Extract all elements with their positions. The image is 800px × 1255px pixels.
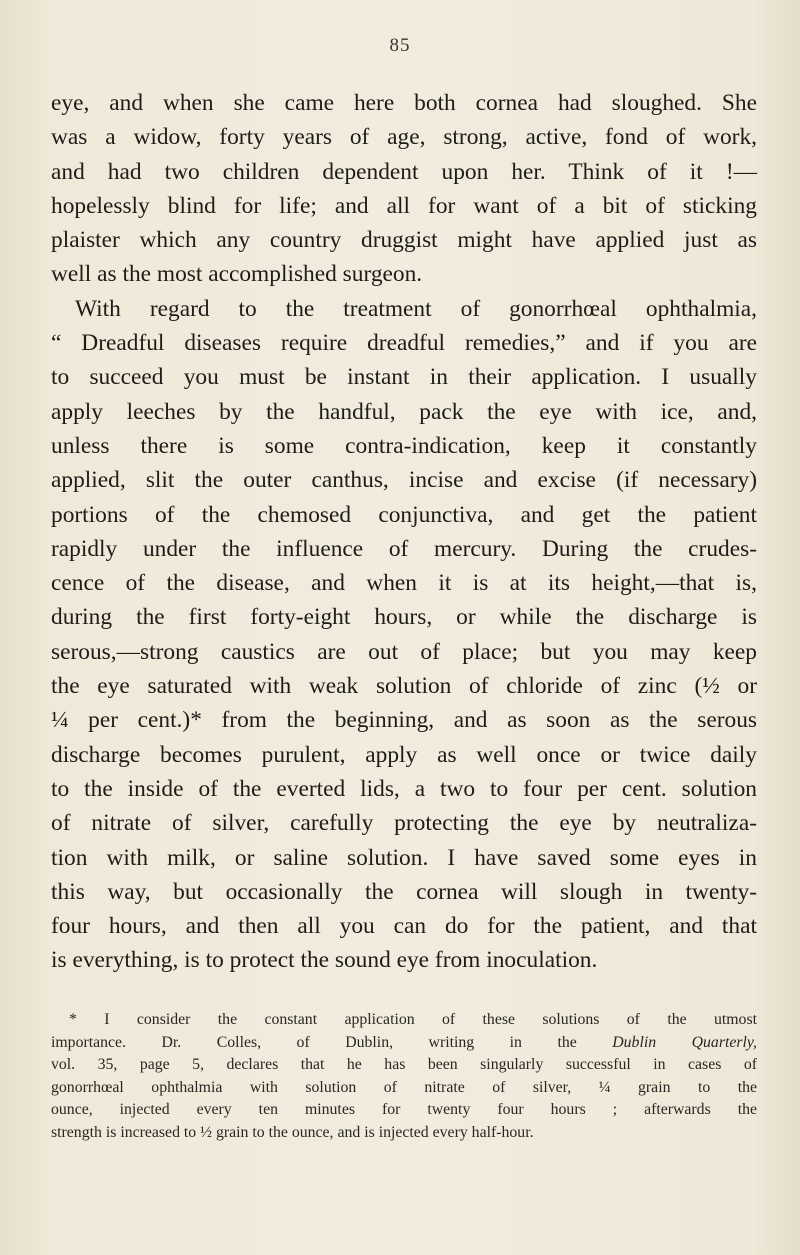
text-line: tion with milk, or saline solution. I have saved some eyes in [51,844,757,871]
footnote-line: strength is increased to ½ grain to the ounce, and is injected every half-hour. [51,1123,534,1141]
footnote-line: ounce, injected every ten minutes for twenty four hours ; afterwards the [51,1101,757,1119]
paragraph-start-line: With regard to the treatment of gonorrhœal ophthalmia, [75,295,757,322]
text-line: the eye saturated with weak solution of chloride of zinc (½ or [51,673,757,700]
text-line: eye, and when she came here both cornea had sloughed. She [51,90,757,116]
footnote-line [51,1032,757,1055]
text-line: serous,—strong caustics are out of place; but you may keep [51,638,757,665]
text-line: applied, slit the outer canthus, incise and excise (if necessary) [51,467,757,494]
text-line: ¼ per cent.)* from the beginning, and as soon as the serous [51,707,757,734]
text-line: four hours, and then all you can do for the patient, and that [51,913,757,940]
text-line: plaister which any country druggist might have applied just as [51,227,757,254]
page-number: 85 [389,35,411,56]
journal-title: Dublin Quarterly, [612,1033,757,1051]
footnote-line: vol. 35, page 5, declares that he has been singularly successful in cases of [51,1056,757,1074]
footnote-text: importance. Dr. Colles, of Dublin, writing in the [51,1033,613,1051]
text-line: rapidly under the influence of mercury. During the crudes- [51,535,757,562]
text-line: hopelessly blind for life; and all for want of a bit of sticking [51,192,757,219]
text-line: discharge becomes purulent, apply as well once or twice daily [51,741,757,768]
text-line: “ Dreadful diseases require dreadful remedies,” and if you are [51,330,757,357]
footnote-line: gonorrhœal ophthalmia with solution of nitrate of silver, ¼ grain to the [51,1078,757,1096]
text-line: is everything, is to protect the sound eye from inoculation. [51,947,598,974]
text-line: portions of the chemosed conjunctiva, and get the patient [51,501,757,528]
text-line: well as the most accomplished surgeon. [51,261,423,288]
text-line: cence of the disease, and when it is at its height,—that is, [51,570,757,597]
body-text [51,86,757,978]
text-line: to succeed you must be instant in their application. I usually [51,364,757,391]
text-line: this way, but occasionally the cornea will slough in twenty- [51,878,757,905]
footnote-line: * I consider the constant application of these solutions of the utmost [69,1011,757,1028]
text-line: apply leeches by the handful, pack the eye with ice, and, [51,398,757,425]
text-line: of nitrate of silver, carefully protecting the eye by neutraliza- [51,810,757,837]
footnote [51,1009,757,1145]
text-line: was a widow, forty years of age, strong, active, fond of work, [51,124,757,151]
text-line: unless there is some contra-indication, keep it constantly [51,432,757,459]
text-line: during the first forty-eight hours, or while the discharge is [51,604,757,631]
text-line: to the inside of the everted lids, a two to four per cent. solution [51,775,757,802]
text-line: and had two children dependent upon her. Think of it !— [51,158,757,185]
